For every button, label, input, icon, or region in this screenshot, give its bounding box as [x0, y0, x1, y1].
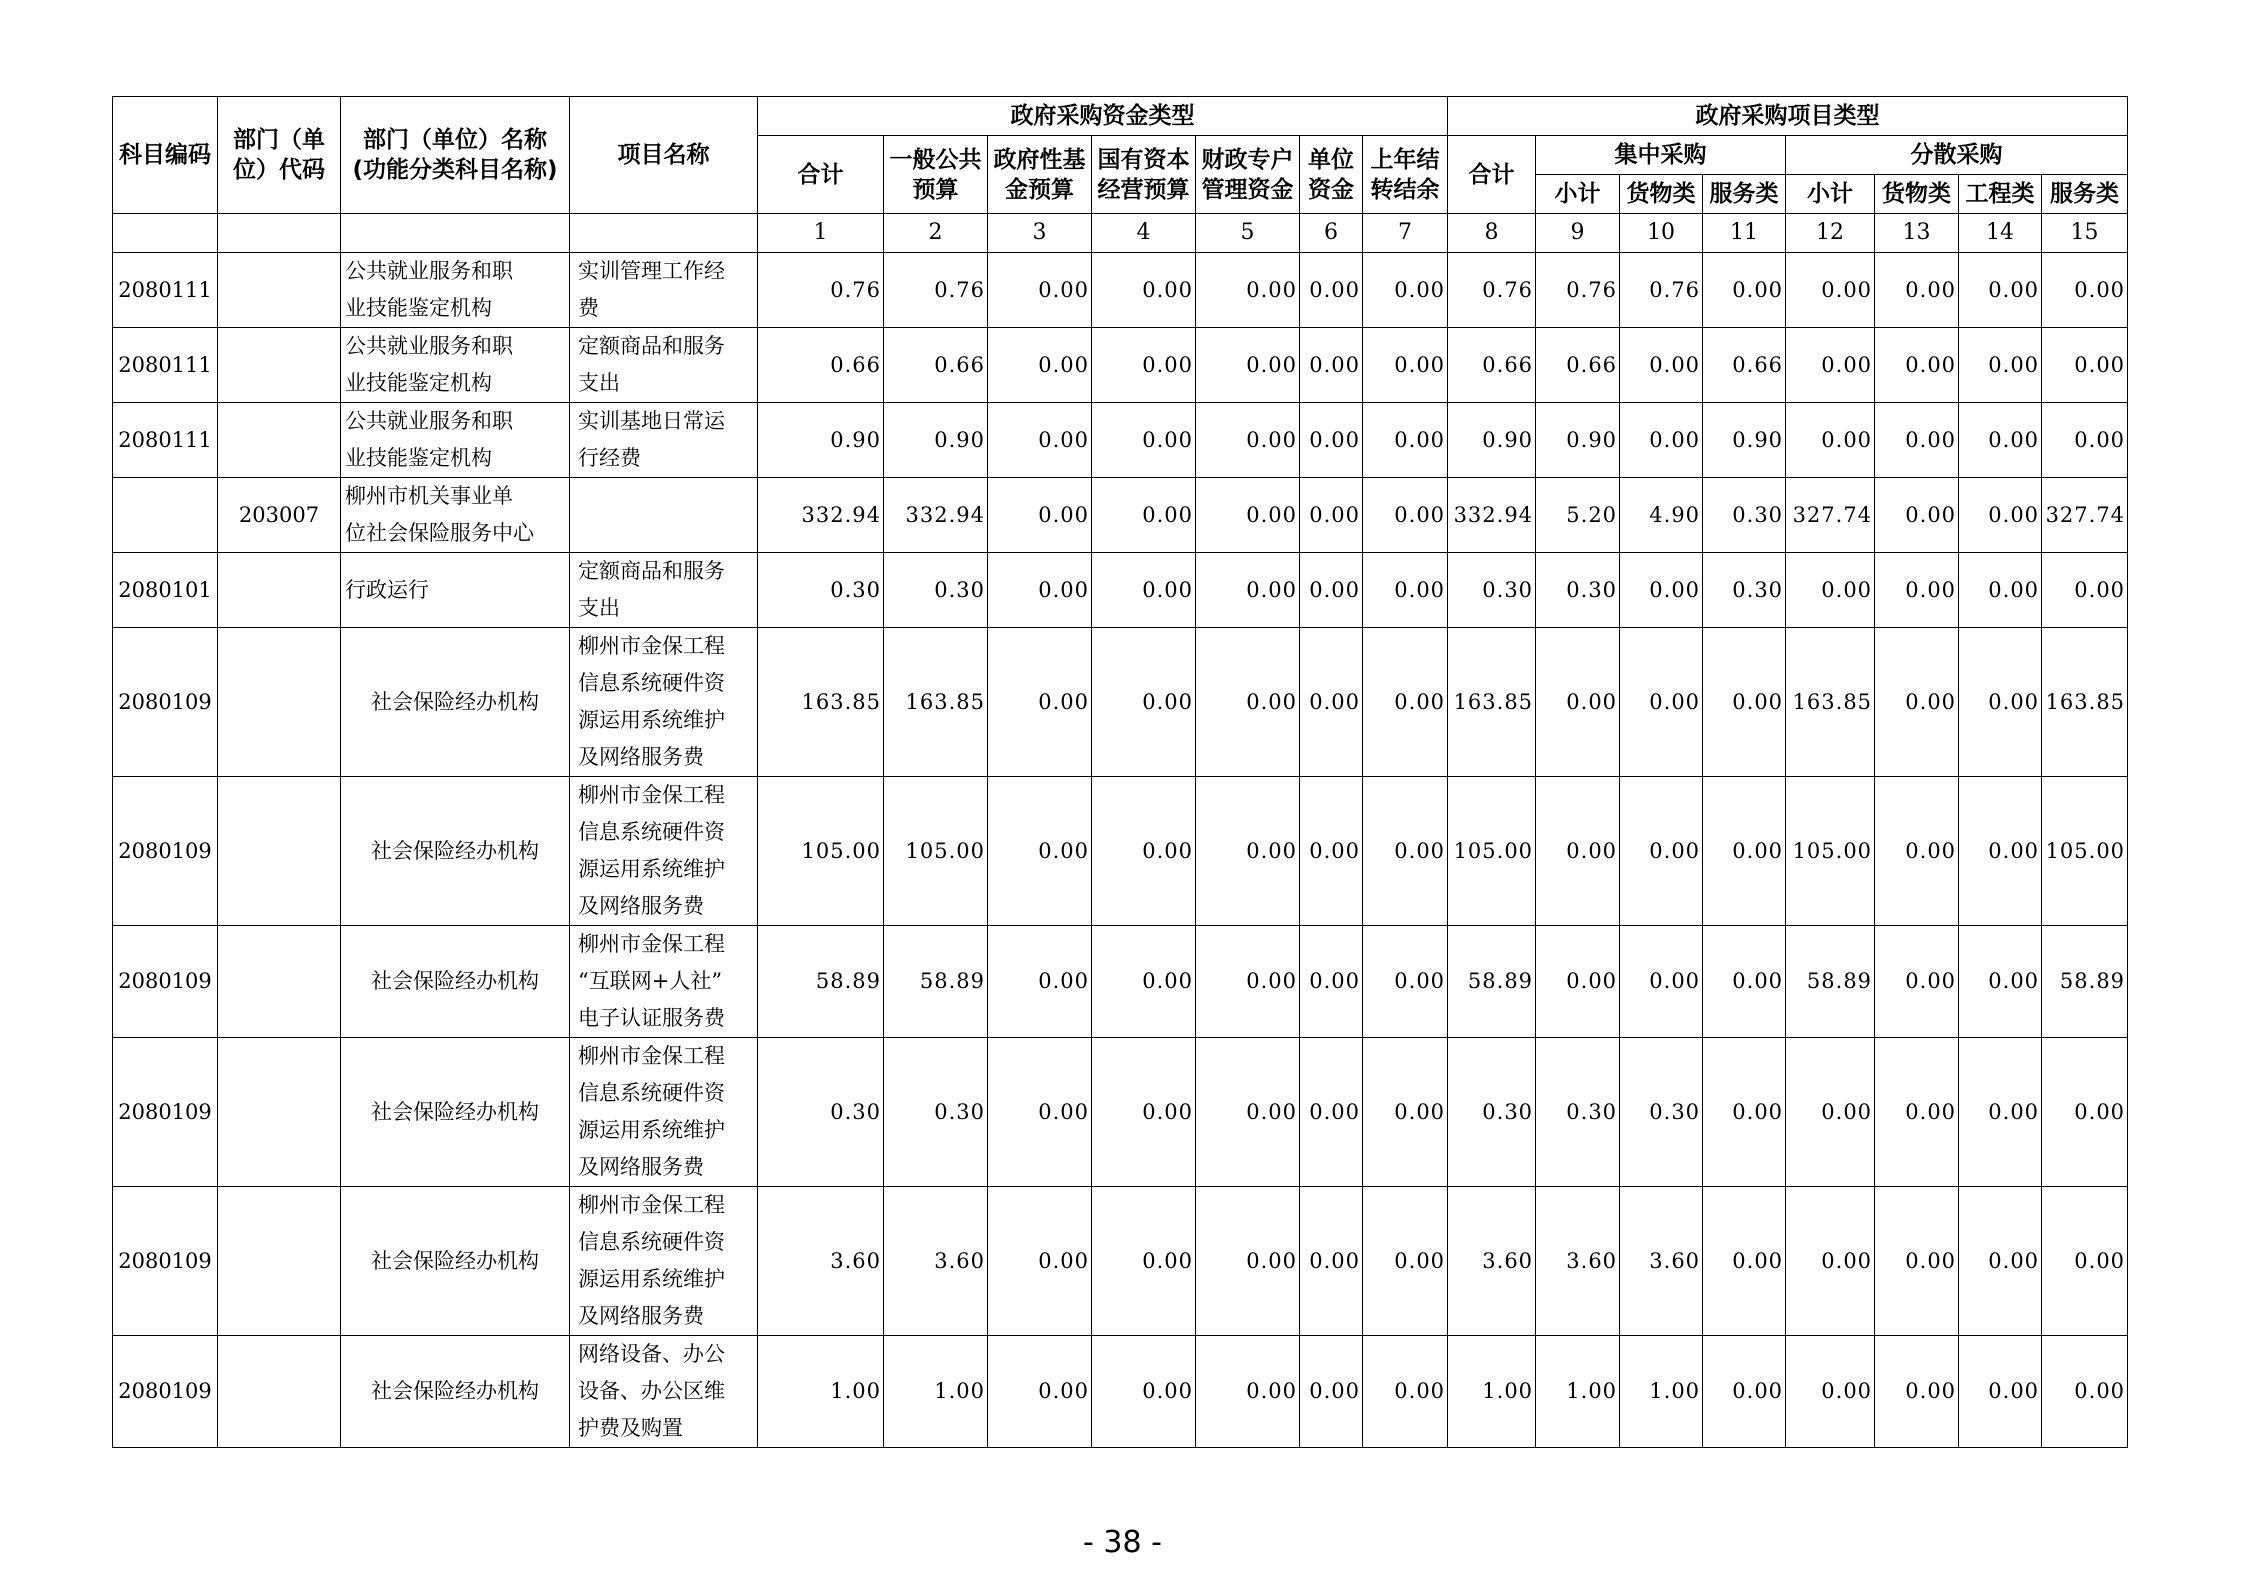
amount-cell: 0.00: [1875, 1038, 1959, 1187]
dept-name-cell: 社会保险经办机构: [341, 1187, 570, 1336]
header-decentralized-group: 分散采购: [1786, 136, 2128, 175]
amount-cell: 1.00: [1536, 1336, 1620, 1448]
column-number-row: [113, 214, 2128, 253]
amount-cell: 0.00: [1959, 777, 2042, 926]
column-number: 5: [1196, 214, 1300, 253]
amount-cell: 0.90: [1703, 403, 1786, 478]
table-row: [113, 1038, 2128, 1187]
amount-cell: 0.30: [758, 1038, 884, 1187]
amount-cell: 0.00: [1300, 1336, 1363, 1448]
amount-cell: 0.00: [1363, 553, 1448, 628]
amount-cell: 1.00: [1620, 1336, 1703, 1448]
header-subject-code: 科目编码: [113, 97, 218, 214]
dept-name-cell: 公共就业服务和职 业技能鉴定机构: [341, 328, 570, 403]
amount-cell: 0.66: [758, 328, 884, 403]
amount-cell: 0.00: [1875, 926, 1959, 1038]
amount-cell: 0.00: [1363, 1336, 1448, 1448]
header-general-budget: 一般公共 预算: [884, 136, 988, 214]
table-row: [113, 478, 2128, 553]
table-header: [113, 97, 2128, 253]
amount-cell: 0.30: [884, 1038, 988, 1187]
subject-code-cell: 2080101: [113, 553, 218, 628]
amount-cell: 0.76: [1620, 253, 1703, 328]
dept-name-cell: 行政运行: [341, 553, 570, 628]
header-central-subtotal: 小计: [1536, 175, 1620, 214]
amount-cell: 0.00: [1196, 328, 1300, 403]
amount-cell: 0.00: [988, 478, 1092, 553]
amount-cell: 0.30: [1620, 1038, 1703, 1187]
amount-cell: 3.60: [884, 1187, 988, 1336]
amount-cell: 0.00: [1300, 478, 1363, 553]
amount-cell: 163.85: [2042, 628, 2128, 777]
amount-cell: 0.00: [2042, 403, 2128, 478]
amount-cell: 327.74: [1786, 478, 1875, 553]
amount-cell: 0.00: [1703, 926, 1786, 1038]
amount-cell: 105.00: [1786, 777, 1875, 926]
dept-name-cell: 社会保险经办机构: [341, 1336, 570, 1448]
amount-cell: 0.00: [1300, 253, 1363, 328]
amount-cell: 0.90: [1448, 403, 1536, 478]
amount-cell: 0.00: [2042, 1038, 2128, 1187]
amount-cell: 0.00: [1092, 628, 1196, 777]
amount-cell: 0.00: [988, 777, 1092, 926]
amount-cell: 0.00: [1363, 1187, 1448, 1336]
amount-cell: 0.00: [1196, 1336, 1300, 1448]
table-row: [113, 253, 2128, 328]
subject-code-cell: 2080111: [113, 253, 218, 328]
amount-cell: 0.90: [1536, 403, 1620, 478]
amount-cell: 0.00: [1620, 553, 1703, 628]
amount-cell: 105.00: [884, 777, 988, 926]
project-name-cell: 柳州市金保工程 信息系统硬件资 源运用系统维护 及网络服务费: [570, 777, 758, 926]
header-state-capital: 国有资本 经营预算: [1092, 136, 1196, 214]
amount-cell: 0.76: [1536, 253, 1620, 328]
amount-cell: 0.00: [1300, 1187, 1363, 1336]
amount-cell: 163.85: [758, 628, 884, 777]
amount-cell: 0.00: [1786, 1336, 1875, 1448]
header-centralized-group: 集中采购: [1536, 136, 1786, 175]
header-fiscal-special: 财政专户 管理资金: [1196, 136, 1300, 214]
subject-code-cell: 2080109: [113, 628, 218, 777]
amount-cell: 0.00: [1959, 253, 2042, 328]
amount-cell: 0.76: [1448, 253, 1536, 328]
subject-code-cell: 2080109: [113, 1187, 218, 1336]
amount-cell: 58.89: [1786, 926, 1875, 1038]
amount-cell: 0.00: [988, 1336, 1092, 1448]
amount-cell: 0.66: [1703, 328, 1786, 403]
column-number-blank: [218, 214, 341, 253]
dept-name-cell: 公共就业服务和职 业技能鉴定机构: [341, 403, 570, 478]
dept-name-cell: 社会保险经办机构: [341, 777, 570, 926]
table-row: [113, 926, 2128, 1038]
amount-cell: 0.00: [1363, 403, 1448, 478]
amount-cell: 0.00: [1300, 403, 1363, 478]
amount-cell: 0.00: [1092, 1187, 1196, 1336]
amount-cell: 0.00: [1092, 253, 1196, 328]
amount-cell: 0.00: [988, 553, 1092, 628]
project-name-cell: 网络设备、办公 设备、办公区维 护费及购置: [570, 1336, 758, 1448]
amount-cell: 0.00: [1620, 926, 1703, 1038]
header-fund-type-group: 政府采购资金类型: [758, 97, 1448, 136]
amount-cell: 0.00: [2042, 253, 2128, 328]
dept-name-cell: 社会保险经办机构: [341, 628, 570, 777]
amount-cell: 332.94: [884, 478, 988, 553]
table-row: [113, 1336, 2128, 1448]
amount-cell: 0.00: [2042, 1336, 2128, 1448]
dept-code-cell: [218, 926, 341, 1038]
project-name-cell: [570, 478, 758, 553]
amount-cell: 0.00: [1959, 403, 2042, 478]
project-name-cell: 实训基地日常运 行经费: [570, 403, 758, 478]
column-number-blank: [341, 214, 570, 253]
amount-cell: 0.00: [1959, 926, 2042, 1038]
table-row: [113, 777, 2128, 926]
amount-cell: 0.00: [988, 253, 1092, 328]
amount-cell: 0.00: [1875, 553, 1959, 628]
amount-cell: 0.30: [758, 553, 884, 628]
amount-cell: 0.76: [758, 253, 884, 328]
amount-cell: 0.00: [1092, 1038, 1196, 1187]
column-number: 2: [884, 214, 988, 253]
amount-cell: 105.00: [2042, 777, 2128, 926]
amount-cell: 0.00: [1786, 1187, 1875, 1336]
subject-code-cell: 2080109: [113, 1038, 218, 1187]
column-number: 15: [2042, 214, 2128, 253]
amount-cell: 0.00: [988, 1038, 1092, 1187]
amount-cell: 332.94: [1448, 478, 1536, 553]
amount-cell: 0.00: [1196, 553, 1300, 628]
header-carryover: 上年结 转结余: [1363, 136, 1448, 214]
amount-cell: 0.00: [1703, 1187, 1786, 1336]
amount-cell: 0.00: [1300, 926, 1363, 1038]
amount-cell: 105.00: [758, 777, 884, 926]
amount-cell: 0.00: [1786, 403, 1875, 478]
column-number: 6: [1300, 214, 1363, 253]
amount-cell: 0.00: [2042, 328, 2128, 403]
project-name-cell: 柳州市金保工程 信息系统硬件资 源运用系统维护 及网络服务费: [570, 628, 758, 777]
amount-cell: 0.00: [1092, 553, 1196, 628]
amount-cell: 3.60: [1448, 1187, 1536, 1336]
amount-cell: 0.30: [1536, 1038, 1620, 1187]
budget-table: [112, 96, 2128, 1448]
amount-cell: 0.00: [1300, 628, 1363, 777]
project-name-cell: 定额商品和服务 支出: [570, 328, 758, 403]
amount-cell: 3.60: [758, 1187, 884, 1336]
amount-cell: 0.66: [1536, 328, 1620, 403]
amount-cell: 0.00: [1092, 328, 1196, 403]
amount-cell: 0.00: [1703, 1336, 1786, 1448]
amount-cell: 0.00: [1875, 1336, 1959, 1448]
amount-cell: 0.00: [1092, 403, 1196, 478]
header-dec-goods: 货物类: [1875, 175, 1959, 214]
amount-cell: 0.00: [1959, 1336, 2042, 1448]
amount-cell: 58.89: [1448, 926, 1536, 1038]
dept-code-cell: [218, 403, 341, 478]
column-number: 12: [1786, 214, 1875, 253]
table-row: [113, 553, 2128, 628]
amount-cell: 0.00: [1875, 777, 1959, 926]
amount-cell: 0.90: [758, 403, 884, 478]
amount-cell: 332.94: [758, 478, 884, 553]
column-number: 9: [1536, 214, 1620, 253]
project-name-cell: 柳州市金保工程 信息系统硬件资 源运用系统维护 及网络服务费: [570, 1187, 758, 1336]
amount-cell: 0.00: [1536, 628, 1620, 777]
column-number: 1: [758, 214, 884, 253]
amount-cell: 0.00: [1703, 1038, 1786, 1187]
column-number: 10: [1620, 214, 1703, 253]
amount-cell: 0.00: [1300, 777, 1363, 926]
amount-cell: 0.00: [2042, 553, 2128, 628]
dept-name-cell: 社会保险经办机构: [341, 1038, 570, 1187]
table-body: [113, 253, 2128, 1448]
header-dec-services: 服务类: [2042, 175, 2128, 214]
amount-cell: 0.00: [1536, 777, 1620, 926]
amount-cell: 0.00: [1300, 553, 1363, 628]
column-number: 7: [1363, 214, 1448, 253]
amount-cell: 0.00: [1786, 253, 1875, 328]
dept-code-cell: [218, 628, 341, 777]
amount-cell: 58.89: [884, 926, 988, 1038]
amount-cell: 0.00: [1875, 328, 1959, 403]
amount-cell: 0.00: [1875, 253, 1959, 328]
header-dept-name: 部门（单位）名称 (功能分类科目名称): [341, 97, 570, 214]
amount-cell: 163.85: [1448, 628, 1536, 777]
amount-cell: 0.00: [1875, 403, 1959, 478]
amount-cell: 0.00: [1786, 1038, 1875, 1187]
amount-cell: 0.30: [884, 553, 988, 628]
header-project-type-group: 政府采购项目类型: [1448, 97, 2128, 136]
amount-cell: 0.00: [1703, 777, 1786, 926]
amount-cell: 0.30: [1448, 1038, 1536, 1187]
header-dec-engineering: 工程类: [1959, 175, 2042, 214]
header-dept-code: 部门（单 位）代码: [218, 97, 341, 214]
dept-code-cell: [218, 553, 341, 628]
project-name-cell: 定额商品和服务 支出: [570, 553, 758, 628]
dept-code-cell: [218, 777, 341, 926]
amount-cell: 0.00: [1363, 926, 1448, 1038]
amount-cell: 1.00: [758, 1336, 884, 1448]
amount-cell: 0.00: [1363, 253, 1448, 328]
amount-cell: 0.00: [1536, 926, 1620, 1038]
amount-cell: 0.00: [1786, 328, 1875, 403]
amount-cell: 0.00: [1092, 926, 1196, 1038]
amount-cell: 163.85: [1786, 628, 1875, 777]
amount-cell: 0.00: [1620, 328, 1703, 403]
table-row: [113, 328, 2128, 403]
amount-cell: 0.00: [1959, 478, 2042, 553]
dept-code-cell: [218, 328, 341, 403]
amount-cell: 0.00: [1959, 628, 2042, 777]
amount-cell: 0.00: [1875, 1187, 1959, 1336]
dept-code-cell: 203007: [218, 478, 341, 553]
column-number: 13: [1875, 214, 1959, 253]
amount-cell: 3.60: [1536, 1187, 1620, 1336]
header-gov-fund-budget: 政府性基 金预算: [988, 136, 1092, 214]
amount-cell: 0.30: [1703, 478, 1786, 553]
subject-code-cell: 2080111: [113, 328, 218, 403]
amount-cell: 0.00: [988, 628, 1092, 777]
amount-cell: 0.00: [1196, 777, 1300, 926]
column-number: 3: [988, 214, 1092, 253]
amount-cell: 0.00: [1196, 253, 1300, 328]
amount-cell: 327.74: [2042, 478, 2128, 553]
amount-cell: 0.00: [1703, 253, 1786, 328]
amount-cell: 0.66: [884, 328, 988, 403]
amount-cell: 0.00: [1363, 628, 1448, 777]
amount-cell: 0.00: [1620, 403, 1703, 478]
amount-cell: 0.00: [1092, 478, 1196, 553]
amount-cell: 58.89: [758, 926, 884, 1038]
dept-name-cell: 柳州市机关事业单 位社会保险服务中心: [341, 478, 570, 553]
amount-cell: 1.00: [884, 1336, 988, 1448]
dept-name-cell: 公共就业服务和职 业技能鉴定机构: [341, 253, 570, 328]
amount-cell: 0.00: [1196, 1038, 1300, 1187]
column-number: 8: [1448, 214, 1536, 253]
header-project-total: 合计: [1448, 136, 1536, 214]
amount-cell: 0.00: [1959, 1038, 2042, 1187]
dept-code-cell: [218, 1336, 341, 1448]
subject-code-cell: 2080109: [113, 926, 218, 1038]
dept-name-cell: 社会保险经办机构: [341, 926, 570, 1038]
amount-cell: 0.00: [2042, 1187, 2128, 1336]
amount-cell: 0.00: [988, 328, 1092, 403]
subject-code-cell: 2080109: [113, 777, 218, 926]
amount-cell: 0.00: [1620, 628, 1703, 777]
amount-cell: 0.00: [988, 403, 1092, 478]
amount-cell: 105.00: [1448, 777, 1536, 926]
amount-cell: 163.85: [884, 628, 988, 777]
column-number: 4: [1092, 214, 1196, 253]
amount-cell: 0.00: [1363, 1038, 1448, 1187]
project-name-cell: 实训管理工作经 费: [570, 253, 758, 328]
subject-code-cell: 2080109: [113, 1336, 218, 1448]
amount-cell: 0.00: [1959, 553, 2042, 628]
header-dec-subtotal: 小计: [1786, 175, 1875, 214]
amount-cell: 5.20: [1536, 478, 1620, 553]
header-central-goods: 货物类: [1620, 175, 1703, 214]
amount-cell: 0.00: [1363, 328, 1448, 403]
amount-cell: 0.00: [988, 1187, 1092, 1336]
column-number: 11: [1703, 214, 1786, 253]
amount-cell: 4.90: [1620, 478, 1703, 553]
amount-cell: 58.89: [2042, 926, 2128, 1038]
amount-cell: 0.00: [1092, 777, 1196, 926]
amount-cell: 0.30: [1536, 553, 1620, 628]
dept-code-cell: [218, 253, 341, 328]
amount-cell: 0.00: [1959, 1187, 2042, 1336]
dept-code-cell: [218, 1038, 341, 1187]
amount-cell: 3.60: [1620, 1187, 1703, 1336]
column-number-blank: [113, 214, 218, 253]
page-number: - 38 -: [1083, 1525, 1162, 1560]
amount-cell: 0.00: [1620, 777, 1703, 926]
amount-cell: 0.00: [988, 926, 1092, 1038]
header-central-services: 服务类: [1703, 175, 1786, 214]
amount-cell: 0.00: [1196, 1187, 1300, 1336]
amount-cell: 0.00: [1959, 328, 2042, 403]
project-name-cell: 柳州市金保工程 “互联网+人社” 电子认证服务费: [570, 926, 758, 1038]
amount-cell: 0.00: [1196, 628, 1300, 777]
header-unit-funds: 单位 资金: [1300, 136, 1363, 214]
amount-cell: 0.00: [1363, 478, 1448, 553]
amount-cell: 0.00: [1786, 553, 1875, 628]
amount-cell: 0.00: [1875, 478, 1959, 553]
amount-cell: 0.30: [1703, 553, 1786, 628]
amount-cell: 0.00: [1196, 926, 1300, 1038]
amount-cell: 0.00: [1363, 777, 1448, 926]
table-row: [113, 628, 2128, 777]
amount-cell: 0.00: [1196, 403, 1300, 478]
amount-cell: 0.00: [1300, 1038, 1363, 1187]
amount-cell: 0.00: [1092, 1336, 1196, 1448]
column-number: 14: [1959, 214, 2042, 253]
amount-cell: 0.66: [1448, 328, 1536, 403]
amount-cell: 0.90: [884, 403, 988, 478]
amount-cell: 0.00: [1875, 628, 1959, 777]
subject-code-cell: 2080111: [113, 403, 218, 478]
project-name-cell: 柳州市金保工程 信息系统硬件资 源运用系统维护 及网络服务费: [570, 1038, 758, 1187]
dept-code-cell: [218, 1187, 341, 1336]
amount-cell: 0.00: [1196, 478, 1300, 553]
subject-code-cell: [113, 478, 218, 553]
amount-cell: 1.00: [1448, 1336, 1536, 1448]
header-project-name: 项目名称: [570, 97, 758, 214]
amount-cell: 0.00: [1300, 328, 1363, 403]
amount-cell: 0.00: [1703, 628, 1786, 777]
header-fund-total: 合计: [758, 136, 884, 214]
column-number-blank: [570, 214, 758, 253]
table-row: [113, 1187, 2128, 1336]
table-row: [113, 403, 2128, 478]
amount-cell: 0.76: [884, 253, 988, 328]
amount-cell: 0.30: [1448, 553, 1536, 628]
